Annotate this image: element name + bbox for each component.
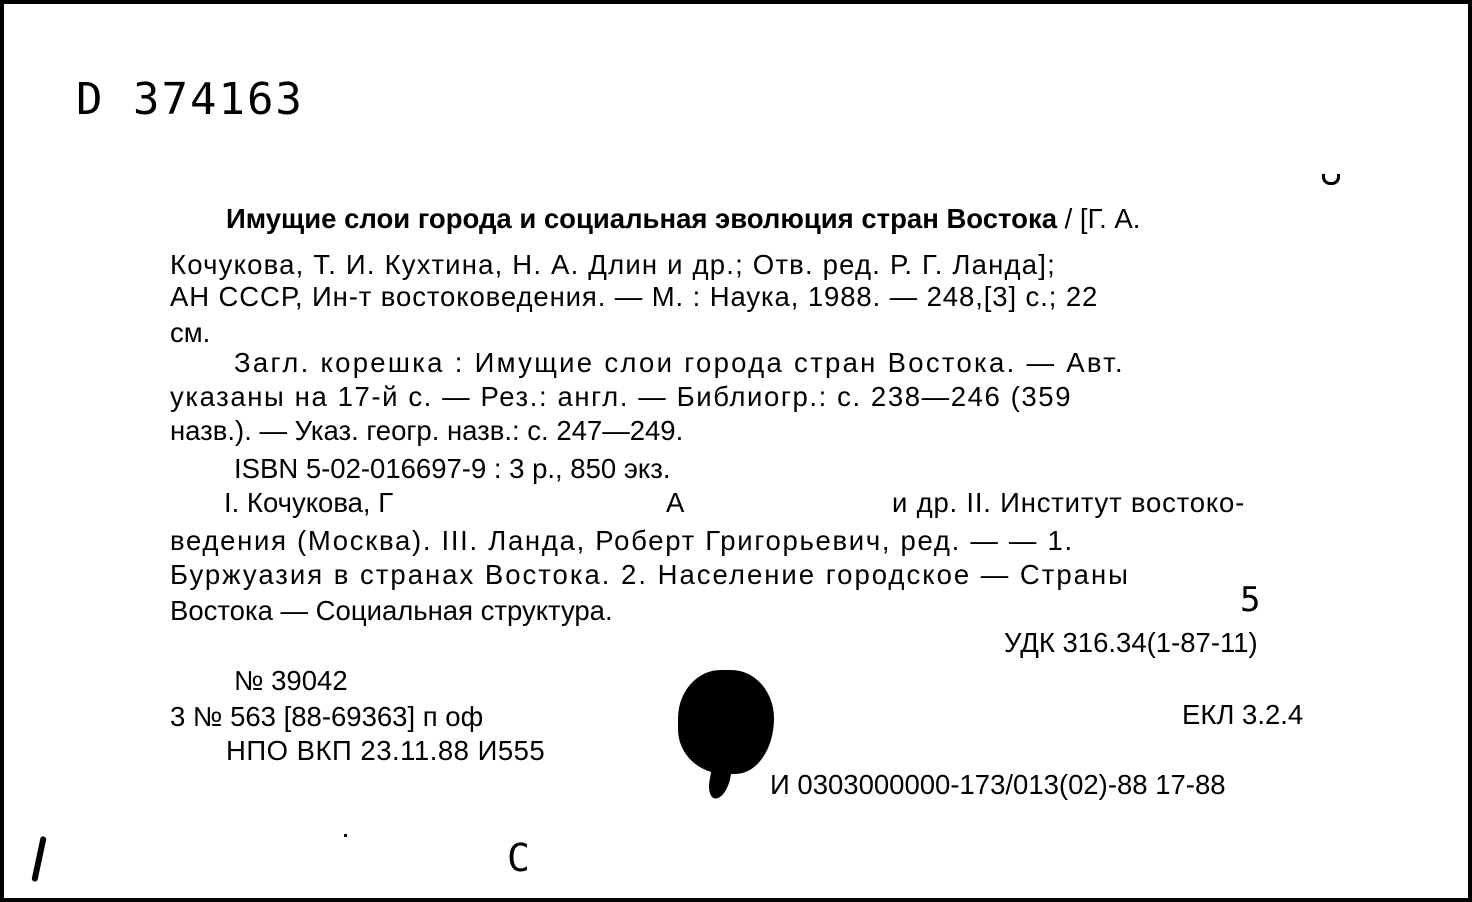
- ink-blot: [678, 670, 774, 774]
- npo-line: НПО ВКП 23.11.88 И555: [226, 735, 546, 766]
- publisher-code: И 0303000000-173/013(02)-88 17-88: [770, 769, 1226, 800]
- headings-line-1c: и др. II. Институт востоко-: [892, 487, 1246, 518]
- accession-number: № 39042: [234, 665, 348, 696]
- headings-line-4: Востока — Социальная структура.: [170, 595, 613, 626]
- headings-line-1b: А: [666, 487, 685, 518]
- notes-line-1: Загл. корешка : Имущие слои города стран Востока. — Авт.: [234, 347, 1125, 378]
- entry-line-1-rest: / [Г. А.: [1064, 203, 1141, 234]
- order-line: 3 № 563 [88-69363] п оф: [170, 701, 484, 732]
- headings-line-3: Буржуазия в странах Востока. 2. Население городское — Страны: [170, 559, 1130, 590]
- headings-line-2: ведения (Москва). III. Ланда, Роберт Григорьевич, ред. — — 1.: [170, 525, 1074, 556]
- udk-code: УДК 316.34(1-87-11): [1004, 627, 1258, 658]
- card-number: D 374163: [76, 74, 304, 125]
- shelf-letter: С: [507, 836, 532, 880]
- breve-mark: [1322, 174, 1340, 185]
- headings-line-1a: I. Кочукова, Г: [224, 487, 394, 518]
- entry-line-2: Кочукова, Т. И. Кухтина, Н. А. Длин и др.; Отв. ред. Р. Г. Ланда];: [170, 249, 1056, 280]
- entry-line-1: [226, 202, 1140, 235]
- notes-line-3: назв.). — Указ. геогр. назв.: с. 247—249.: [170, 415, 684, 446]
- ekl-code: ЕКЛ 3.2.4: [1182, 699, 1304, 730]
- book-title: Имущие слои города и социальная эволюция стран Востока: [226, 203, 1058, 234]
- isbn-line: ISBN 5-02-016697-9 : 3 р., 850 экз.: [234, 453, 671, 484]
- pencil-mark: [31, 836, 46, 882]
- handwritten-digit: 5: [1240, 580, 1263, 620]
- speck: [344, 834, 347, 837]
- entry-line-3: АН СССР, Ин-т востоковедения. — М. : Наука, 1988. — 248,[3] с.; 22: [170, 281, 1099, 312]
- notes-line-2: указаны на 17-й с. — Рез.: англ. — Библиогр.: с. 238—246 (359: [170, 381, 1073, 412]
- entry-line-4: см.: [170, 317, 211, 348]
